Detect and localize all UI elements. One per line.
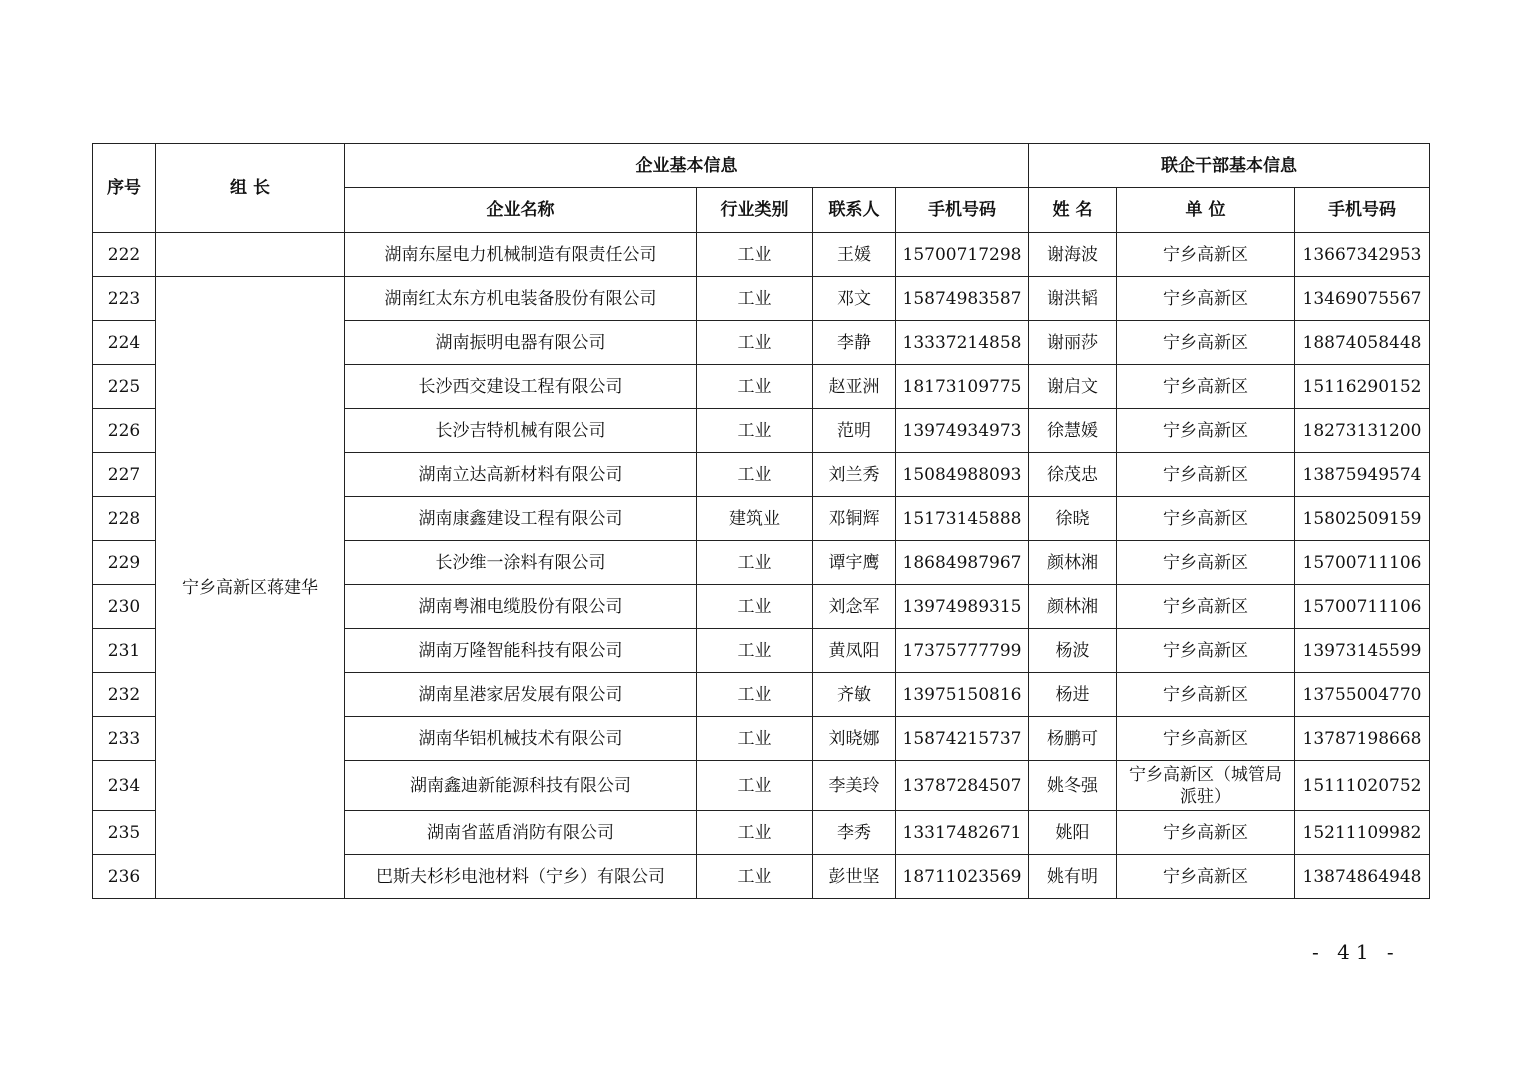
seq-cell: 225 (93, 365, 156, 409)
seq-cell: 222 (93, 233, 156, 277)
header-industry: 行业类别 (697, 188, 813, 233)
header-unit: 单 位 (1117, 188, 1295, 233)
table-row (93, 277, 1430, 321)
cadre-name-cell: 徐茂忠 (1029, 453, 1117, 497)
cadre-phone-cell: 18874058448 (1295, 321, 1430, 365)
cadre-phone-cell: 15116290152 (1295, 365, 1430, 409)
unit-cell: 宁乡高新区 (1117, 717, 1295, 761)
industry-cell: 工业 (697, 855, 813, 899)
page-number: - 41 - (1312, 940, 1400, 964)
seq-cell: 223 (93, 277, 156, 321)
contact-cell: 范明 (813, 409, 896, 453)
seq-cell: 231 (93, 629, 156, 673)
cadre-phone-cell: 15211109982 (1295, 811, 1430, 855)
seq-cell: 234 (93, 761, 156, 811)
industry-cell: 工业 (697, 717, 813, 761)
company-phone-cell: 15173145888 (896, 497, 1029, 541)
unit-cell: 宁乡高新区 (1117, 277, 1295, 321)
company-phone-cell: 15874983587 (896, 277, 1029, 321)
company-phone-cell: 15700717298 (896, 233, 1029, 277)
table-row (93, 233, 1430, 277)
contact-cell: 彭世坚 (813, 855, 896, 899)
contact-cell: 刘兰秀 (813, 453, 896, 497)
seq-cell: 227 (93, 453, 156, 497)
cadre-phone-cell: 15802509159 (1295, 497, 1430, 541)
contact-cell: 刘念军 (813, 585, 896, 629)
header-cadre-phone: 手机号码 (1295, 188, 1430, 233)
cadre-phone-cell: 18273131200 (1295, 409, 1430, 453)
unit-cell: 宁乡高新区 (1117, 629, 1295, 673)
header-seq: 序号 (93, 144, 156, 233)
seq-cell: 228 (93, 497, 156, 541)
header-contact: 联系人 (813, 188, 896, 233)
unit-cell: 宁乡高新区 (1117, 321, 1295, 365)
cadre-name-cell: 谢洪韬 (1029, 277, 1117, 321)
seq-cell: 235 (93, 811, 156, 855)
contact-cell: 王媛 (813, 233, 896, 277)
company-name-cell: 湖南红太东方机电装备股份有限公司 (345, 277, 697, 321)
cadre-phone-cell: 13973145599 (1295, 629, 1430, 673)
cadre-name-cell: 姚冬强 (1029, 761, 1117, 811)
cadre-phone-cell: 13667342953 (1295, 233, 1430, 277)
header-leader: 组 长 (156, 144, 345, 233)
company-name-cell: 湖南振明电器有限公司 (345, 321, 697, 365)
header-cadre-group: 联企干部基本信息 (1029, 144, 1430, 188)
header-company-group: 企业基本信息 (345, 144, 1029, 188)
seq-cell: 236 (93, 855, 156, 899)
seq-cell: 230 (93, 585, 156, 629)
contact-cell: 齐敏 (813, 673, 896, 717)
cadre-name-cell: 谢海波 (1029, 233, 1117, 277)
unit-cell: 宁乡高新区 (1117, 453, 1295, 497)
industry-cell: 工业 (697, 409, 813, 453)
unit-cell: 宁乡高新区（城管局派驻） (1117, 761, 1295, 811)
header-company-name: 企业名称 (345, 188, 697, 233)
company-phone-cell: 13974934973 (896, 409, 1029, 453)
company-name-cell: 长沙西交建设工程有限公司 (345, 365, 697, 409)
header-cadre-name: 姓 名 (1029, 188, 1117, 233)
contact-cell: 李秀 (813, 811, 896, 855)
cadre-phone-cell: 13787198668 (1295, 717, 1430, 761)
header-company-phone: 手机号码 (896, 188, 1029, 233)
cadre-phone-cell: 13755004770 (1295, 673, 1430, 717)
company-name-cell: 湖南东屋电力机械制造有限责任公司 (345, 233, 697, 277)
industry-cell: 工业 (697, 453, 813, 497)
unit-cell: 宁乡高新区 (1117, 541, 1295, 585)
contact-cell: 李静 (813, 321, 896, 365)
industry-cell: 工业 (697, 673, 813, 717)
cadre-name-cell: 谢丽莎 (1029, 321, 1117, 365)
company-phone-cell: 13974989315 (896, 585, 1029, 629)
cadre-name-cell: 杨鹏可 (1029, 717, 1117, 761)
industry-cell: 工业 (697, 629, 813, 673)
seq-cell: 233 (93, 717, 156, 761)
unit-cell: 宁乡高新区 (1117, 497, 1295, 541)
company-phone-cell: 15084988093 (896, 453, 1029, 497)
company-name-cell: 湖南鑫迪新能源科技有限公司 (345, 761, 697, 811)
contact-cell: 黄凤阳 (813, 629, 896, 673)
seq-cell: 229 (93, 541, 156, 585)
cadre-phone-cell: 15700711106 (1295, 585, 1430, 629)
cadre-phone-cell: 13875949574 (1295, 453, 1430, 497)
industry-cell: 建筑业 (697, 497, 813, 541)
company-phone-cell: 13975150816 (896, 673, 1029, 717)
industry-cell: 工业 (697, 585, 813, 629)
industry-cell: 工业 (697, 233, 813, 277)
cadre-name-cell: 杨波 (1029, 629, 1117, 673)
cadre-phone-cell: 15111020752 (1295, 761, 1430, 811)
company-name-cell: 长沙维一涂料有限公司 (345, 541, 697, 585)
company-name-cell: 巴斯夫杉杉电池材料（宁乡）有限公司 (345, 855, 697, 899)
cadre-name-cell: 杨进 (1029, 673, 1117, 717)
cadre-phone-cell: 13874864948 (1295, 855, 1430, 899)
company-phone-cell: 18173109775 (896, 365, 1029, 409)
industry-cell: 工业 (697, 761, 813, 811)
company-name-cell: 湖南华铝机械技术有限公司 (345, 717, 697, 761)
company-phone-cell: 15874215737 (896, 717, 1029, 761)
company-phone-cell: 13317482671 (896, 811, 1029, 855)
company-phone-cell: 18684987967 (896, 541, 1029, 585)
seq-cell: 232 (93, 673, 156, 717)
company-phone-cell: 17375777799 (896, 629, 1029, 673)
contact-cell: 李美玲 (813, 761, 896, 811)
contact-cell: 邓文 (813, 277, 896, 321)
company-phone-cell: 13337214858 (896, 321, 1029, 365)
company-name-cell: 湖南万隆智能科技有限公司 (345, 629, 697, 673)
contact-cell: 赵亚洲 (813, 365, 896, 409)
cadre-name-cell: 颜林湘 (1029, 541, 1117, 585)
leader-cell-empty (156, 233, 345, 277)
cadre-name-cell: 徐晓 (1029, 497, 1117, 541)
cadre-phone-cell: 13469075567 (1295, 277, 1430, 321)
industry-cell: 工业 (697, 321, 813, 365)
enterprise-liaison-table (92, 143, 1430, 899)
company-phone-cell: 13787284507 (896, 761, 1029, 811)
seq-cell: 226 (93, 409, 156, 453)
company-name-cell: 湖南星港家居发展有限公司 (345, 673, 697, 717)
unit-cell: 宁乡高新区 (1117, 855, 1295, 899)
unit-cell: 宁乡高新区 (1117, 673, 1295, 717)
company-name-cell: 湖南省蓝盾消防有限公司 (345, 811, 697, 855)
industry-cell: 工业 (697, 541, 813, 585)
company-name-cell: 长沙吉特机械有限公司 (345, 409, 697, 453)
cadre-name-cell: 姚阳 (1029, 811, 1117, 855)
cadre-name-cell: 徐慧媛 (1029, 409, 1117, 453)
cadre-name-cell: 颜林湘 (1029, 585, 1117, 629)
cadre-phone-cell: 15700711106 (1295, 541, 1430, 585)
company-phone-cell: 18711023569 (896, 855, 1029, 899)
contact-cell: 谭宇鹰 (813, 541, 896, 585)
contact-cell: 刘晓娜 (813, 717, 896, 761)
contact-cell: 邓铜辉 (813, 497, 896, 541)
unit-cell: 宁乡高新区 (1117, 409, 1295, 453)
table-body (93, 233, 1430, 899)
cadre-name-cell: 谢启文 (1029, 365, 1117, 409)
unit-cell: 宁乡高新区 (1117, 233, 1295, 277)
company-name-cell: 湖南粤湘电缆股份有限公司 (345, 585, 697, 629)
company-name-cell: 湖南立达高新材料有限公司 (345, 453, 697, 497)
industry-cell: 工业 (697, 365, 813, 409)
cadre-name-cell: 姚有明 (1029, 855, 1117, 899)
seq-cell: 224 (93, 321, 156, 365)
industry-cell: 工业 (697, 811, 813, 855)
industry-cell: 工业 (697, 277, 813, 321)
unit-cell: 宁乡高新区 (1117, 585, 1295, 629)
group-leader-cell: 宁乡高新区蒋建华 (156, 277, 345, 899)
company-name-cell: 湖南康鑫建设工程有限公司 (345, 497, 697, 541)
unit-cell: 宁乡高新区 (1117, 811, 1295, 855)
unit-cell: 宁乡高新区 (1117, 365, 1295, 409)
